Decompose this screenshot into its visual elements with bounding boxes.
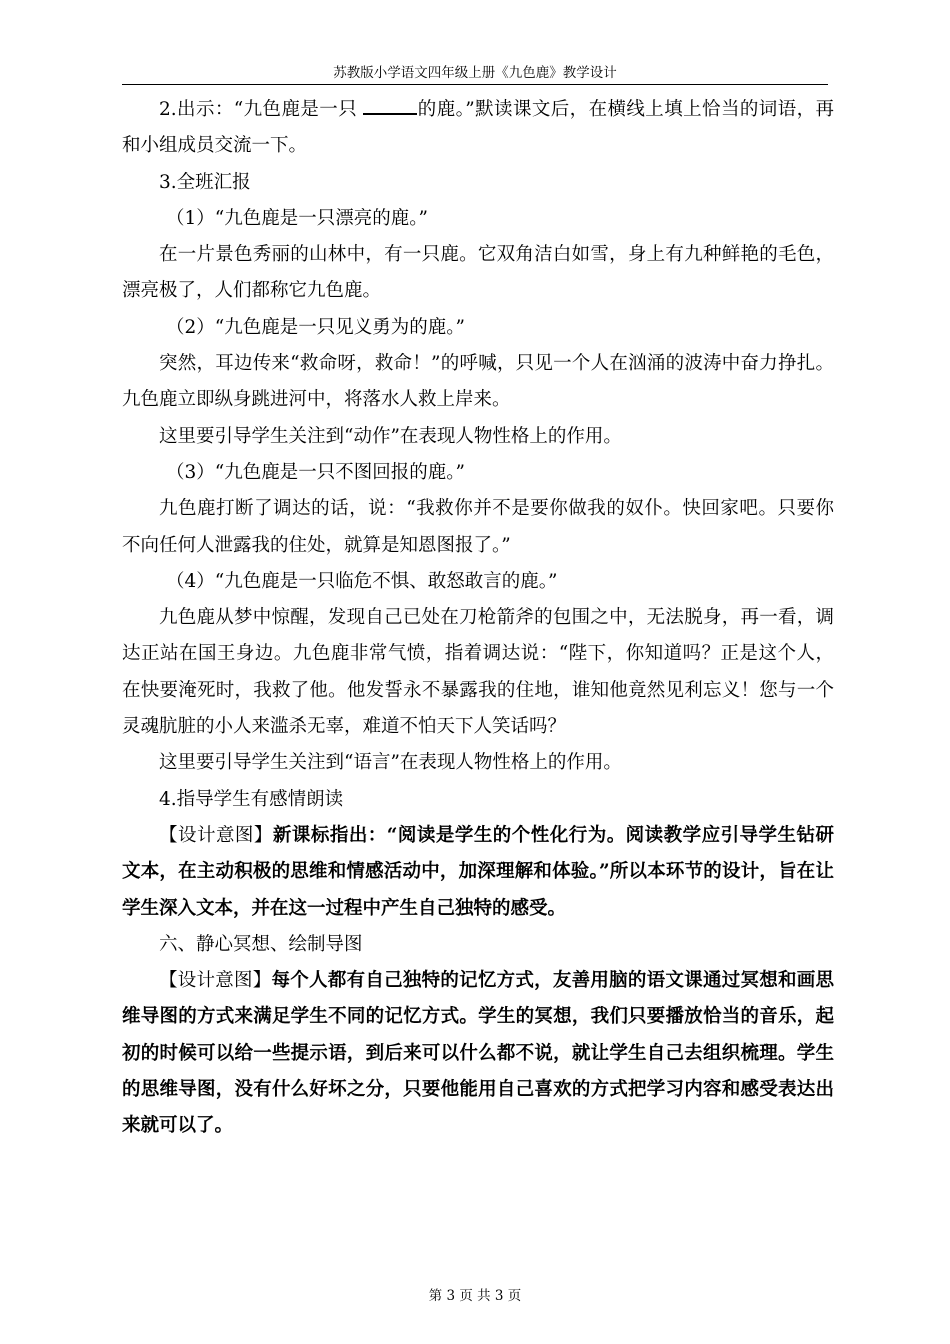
item-4: 4.指导学生有感情朗读: [159, 788, 344, 810]
sub-4-note: 这里要引导学生关注到“语言”在表现人物性格上的作用。: [159, 752, 622, 774]
fill-blank-line: [363, 99, 417, 115]
design-intent-1: [122, 818, 834, 927]
item-2-suffix: 的鹿。”默读课文后，在横线上填上恰当的词语，再和小组成员交流一下。: [122, 99, 834, 157]
design-intent-text: 每个人都有自己独特的记忆方式，友善用脑的语文课通过冥想和画思维导图的方式来满足学生不同的记忆方式。学生的冥想，我们只要播放恰当的音乐，起初的时候可以给一些提示语，到后来可以什么都不说，就让学生自己去组织梳理。学生的思维导图，没有什么好坏之分，只要他能用自己喜欢的方式把学习内容和感受表达出来就可以了。: [122, 970, 834, 1137]
sub-1-text: 在一片景色秀丽的山林中，有一只鹿。它双角洁白如雪，身上有九种鲜艳的毛色，漂亮极了，人们都称它九色鹿。: [122, 244, 834, 302]
sub-2-text: 突然，耳边传来“救命呀，救命！”的呼喊，只见一个人在汹涌的波涛中奋力挣扎。九色鹿立即纵身跳进河中，将落水人救上岸来。: [122, 353, 834, 411]
page-footer: 第 3 页 共 3 页: [428, 1288, 522, 1304]
sub-2-note: 这里要引导学生关注到“动作”在表现人物性格上的作用。: [159, 425, 622, 447]
document-body: [122, 92, 834, 1145]
design-intent-label: 【设计意图】: [159, 970, 272, 992]
sub-3-text: 九色鹿打断了调达的话，说：“我救你并不是要你做我的奴仆。快回家吧。只要你不向任何人泄露我的住处，就算是知恩图报了。”: [122, 498, 834, 556]
sub-1-title: （1）“九色鹿是一只漂亮的鹿。”: [166, 207, 428, 229]
page-header: 苏教版小学语文四年级上册《九色鹿》教学设计: [333, 65, 617, 81]
item-2: [122, 92, 834, 165]
sub-2-title: （2）“九色鹿是一只见义勇为的鹿。”: [166, 316, 465, 338]
sub-4-title: （4）“九色鹿是一只临危不惧、敢怒敢言的鹿。”: [166, 570, 558, 592]
section-6-heading: 六、静心冥想、绘制导图: [159, 933, 363, 955]
design-intent-text: 新课标指出：“阅读是学生的个性化行为。阅读教学应引导学生钻研文本，在主动积极的思维和情感活动中，加深理解和体验。”所以本环节的设计，旨在让学生深入文本，并在这一过程中产生自己独特的感受。: [122, 824, 834, 919]
design-intent-2: [122, 963, 834, 1144]
item-2-prefix: 2.出示：“九色鹿是一只: [159, 99, 364, 120]
sub-3-title: （3）“九色鹿是一只不图回报的鹿。”: [166, 461, 465, 483]
header-divider: [122, 84, 828, 85]
design-intent-label: 【设计意图】: [159, 824, 273, 846]
item-3: 3.全班汇报: [159, 171, 251, 193]
sub-4-text: 九色鹿从梦中惊醒，发现自己已处在刀枪箭斧的包围之中，无法脱身，再一看，调达正站在国王身边。九色鹿非常气愤，指着调达说：“陛下，你知道吗？正是这个人，在快要淹死时，我救了他。他发誓永不暴露我的住地，谁知他竟然见利忘义！您与一个灵魂肮脏的小人来滥杀无辜，难道不怕天下人笑话吗？: [122, 607, 834, 738]
